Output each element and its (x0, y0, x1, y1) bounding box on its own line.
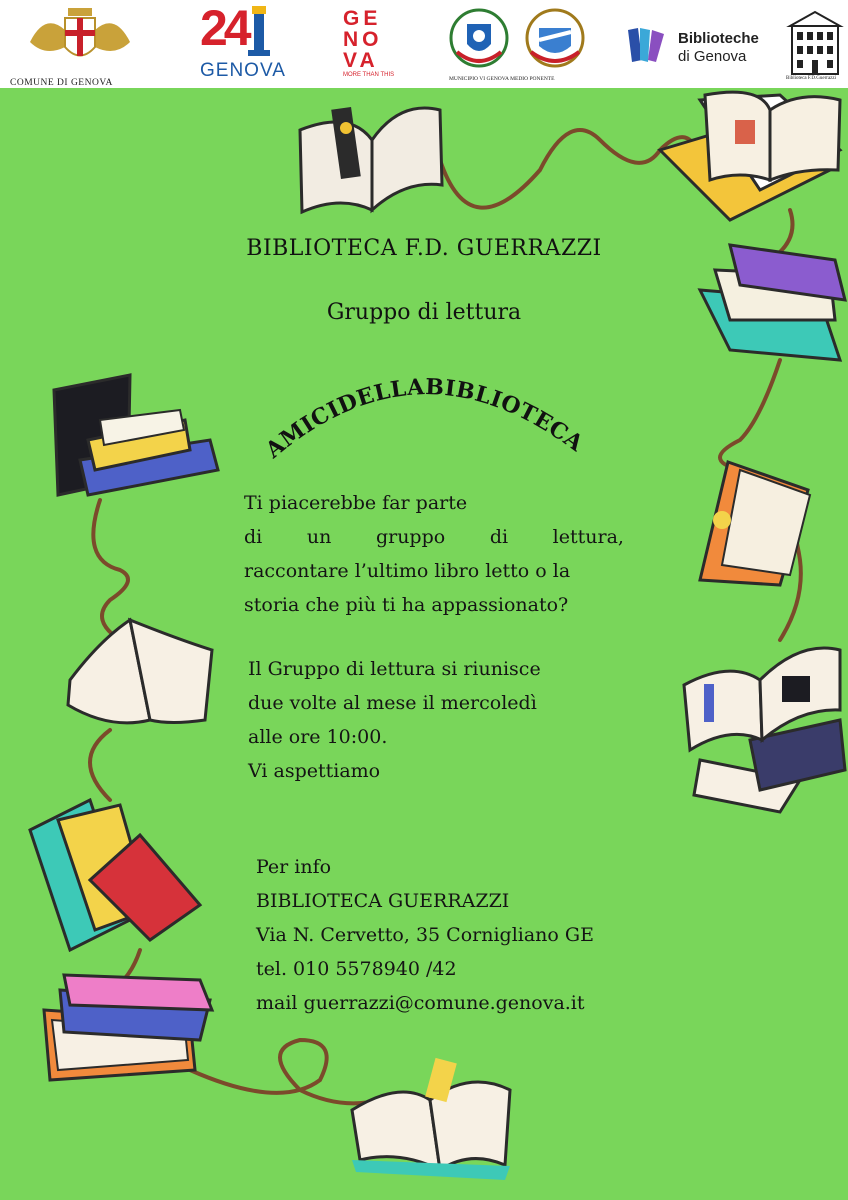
open-book-icon (684, 648, 845, 812)
schedule-line: Vi aspettiamo (248, 760, 381, 782)
intro-word: lettura, (552, 526, 624, 548)
intro-word: gruppo (375, 526, 446, 548)
intro-word: un (306, 526, 332, 548)
biblioteca-small-label: Biblioteca F.D.Guerrazzi (786, 76, 836, 81)
book-stack-icon (44, 975, 212, 1080)
genova24-number: 24 (200, 0, 248, 56)
book-stack-icon (54, 375, 218, 495)
intro-line-justified (244, 520, 624, 554)
info-email[interactable]: mail guerrazzi@comune.genova.it (256, 992, 585, 1014)
group-title: Gruppo di lettura (326, 300, 522, 325)
genova-more-tagline: MORE THAN THIS (343, 72, 395, 78)
intro-line: raccontare l’ultimo libro letto o la (244, 560, 571, 582)
intro-word: di (244, 526, 263, 548)
intro-paragraph (244, 486, 624, 622)
intro-line: storia che più ti ha appassionato? (244, 594, 569, 616)
intro-line: Ti piacerebbe far parte (244, 492, 468, 514)
arched-group-name: AMICIDELLABIBLIOTECA (260, 373, 589, 464)
biblioteche-line2: di Genova (678, 48, 747, 65)
schedule-line: Il Gruppo di lettura si riunisce (248, 658, 541, 680)
open-book-icon (300, 107, 442, 212)
intro-word: di (489, 526, 509, 548)
book-icon (700, 462, 810, 585)
library-title: BIBLIOTECA F.D. GUERRAZZI (246, 236, 602, 261)
info-address: Via N. Cervetto, 35 Cornigliano GE (256, 924, 594, 946)
schedule-line: due volte al mese il mercoledì (248, 692, 537, 714)
info-label: Per info (256, 856, 332, 878)
book-stack-icon (30, 800, 200, 950)
book-stack-icon (660, 92, 840, 220)
municipio-label: MUNICIPIO VI GENOVA MEDIO PONENTE (449, 76, 555, 82)
genova-more-wordmark: GE NO VA (343, 7, 383, 72)
info-library-name: BIBLIOTECA GUERRAZZI (256, 890, 510, 912)
open-book-icon (68, 620, 212, 723)
schedule-line: alle ore 10:00. (248, 726, 388, 748)
open-book-icon (352, 1058, 510, 1180)
schedule-paragraph (248, 652, 628, 788)
biblioteche-line1: Biblioteche (678, 30, 759, 47)
info-phone[interactable]: tel. 010 5578940 /42 (256, 958, 457, 980)
comune-genova-label: COMUNE DI GENOVA (10, 78, 113, 88)
genova24-label: GENOVA (200, 60, 286, 81)
contact-info (256, 850, 656, 1020)
